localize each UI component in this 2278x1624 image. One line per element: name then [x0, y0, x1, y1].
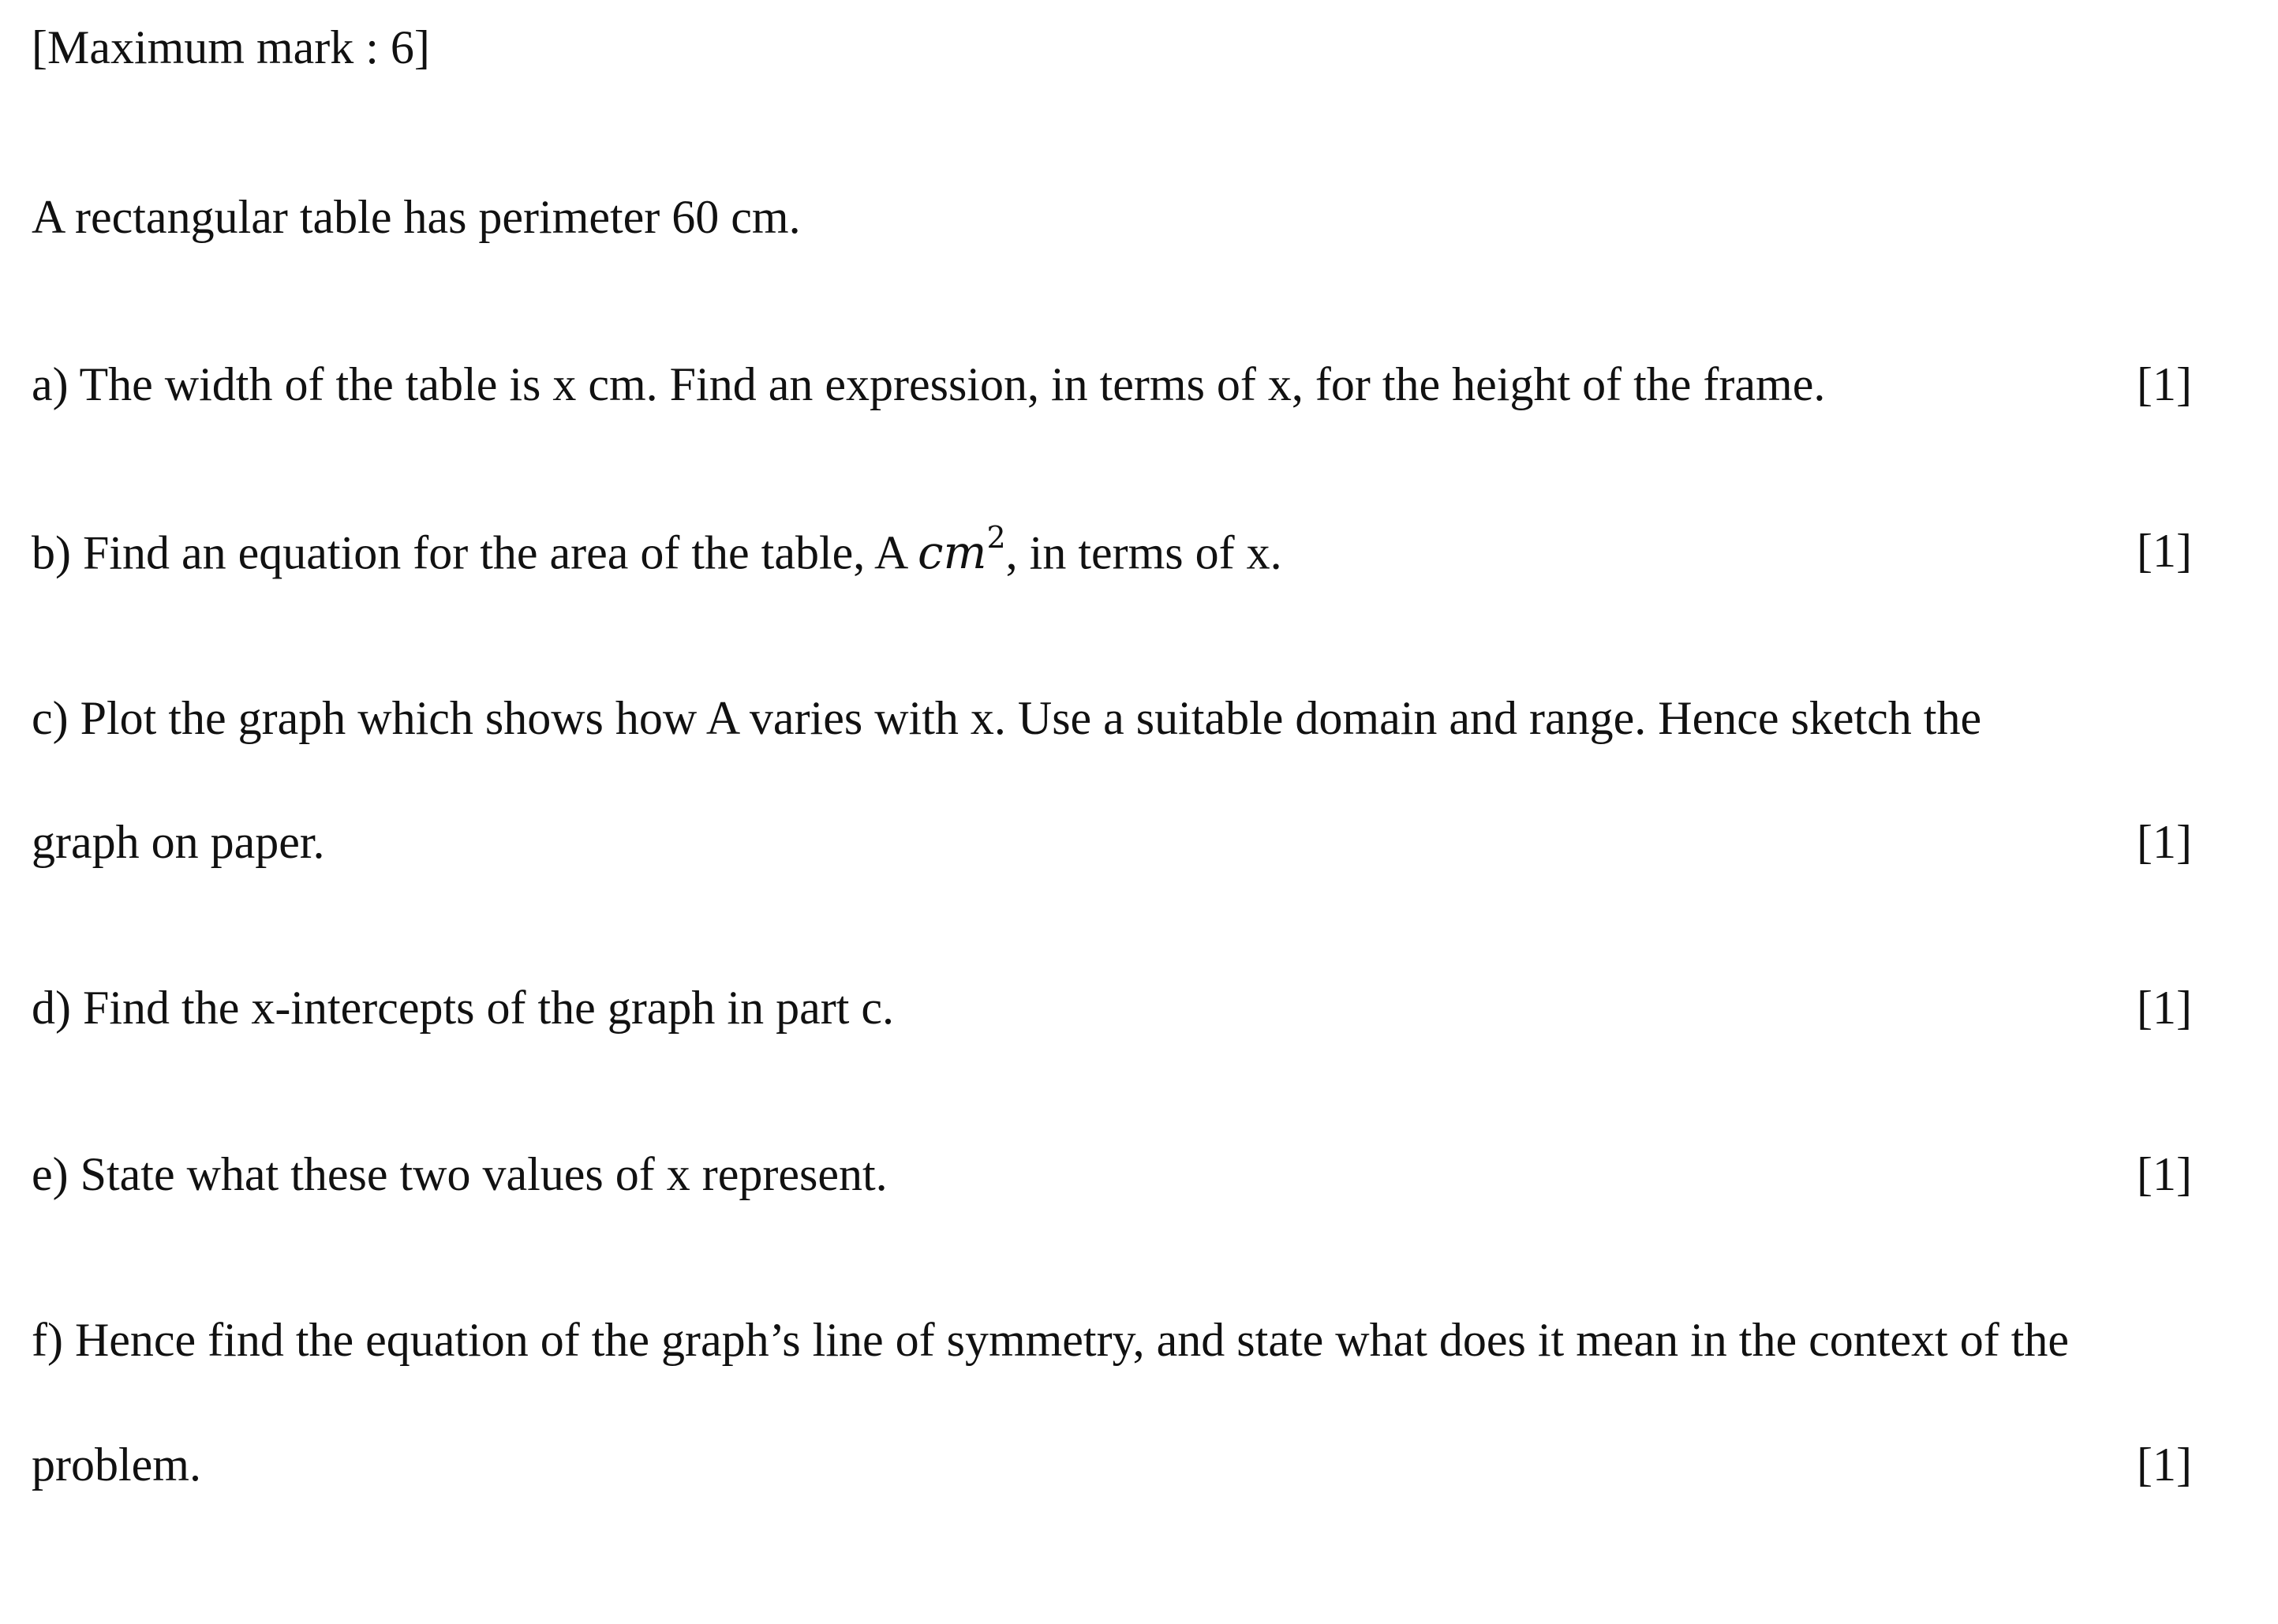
- question-e-text: e) State what these two values of x represent.: [32, 1148, 888, 1200]
- question-c-mark: [1]: [2137, 816, 2192, 868]
- question-c-line-2: graph on paper.: [32, 816, 325, 868]
- question-f-line-1: f) Hence find the equation of the graph’s line of symmetry, and state what does it mean in the context of the: [32, 1314, 2069, 1366]
- question-f-line-2: problem.: [32, 1439, 201, 1491]
- question-c-line-1: c) Plot the graph which shows how A varies with x. Use a suitable domain and range. Hence sketch the: [32, 692, 1982, 744]
- question-b-text-after: , in terms of x.: [1005, 526, 1282, 579]
- question-e-mark: [1]: [2137, 1148, 2192, 1200]
- question-f-mark: [1]: [2137, 1439, 2192, 1491]
- question-b-text: [32, 520, 1282, 580]
- question-b-mark: [1]: [2137, 525, 2192, 577]
- intro-statement: A rectangular table has perimeter 60 cm.: [32, 191, 801, 243]
- question-d-text: d) Find the x-intercepts of the graph in part c.: [32, 982, 895, 1034]
- unit-cm-squared: [917, 520, 1006, 580]
- maximum-mark-heading: [Maximum mark : 6]: [32, 21, 430, 73]
- question-a-mark: [1]: [2137, 358, 2192, 410]
- unit-exponent: 2: [986, 520, 1006, 555]
- unit-cm: cm: [917, 526, 987, 580]
- question-b-text-before: b) Find an equation for the area of the table, A: [32, 526, 918, 579]
- question-a-text: a) The width of the table is x cm. Find an expression, in terms of x, for the height of the frame.: [32, 358, 1826, 410]
- question-d-mark: [1]: [2137, 982, 2192, 1034]
